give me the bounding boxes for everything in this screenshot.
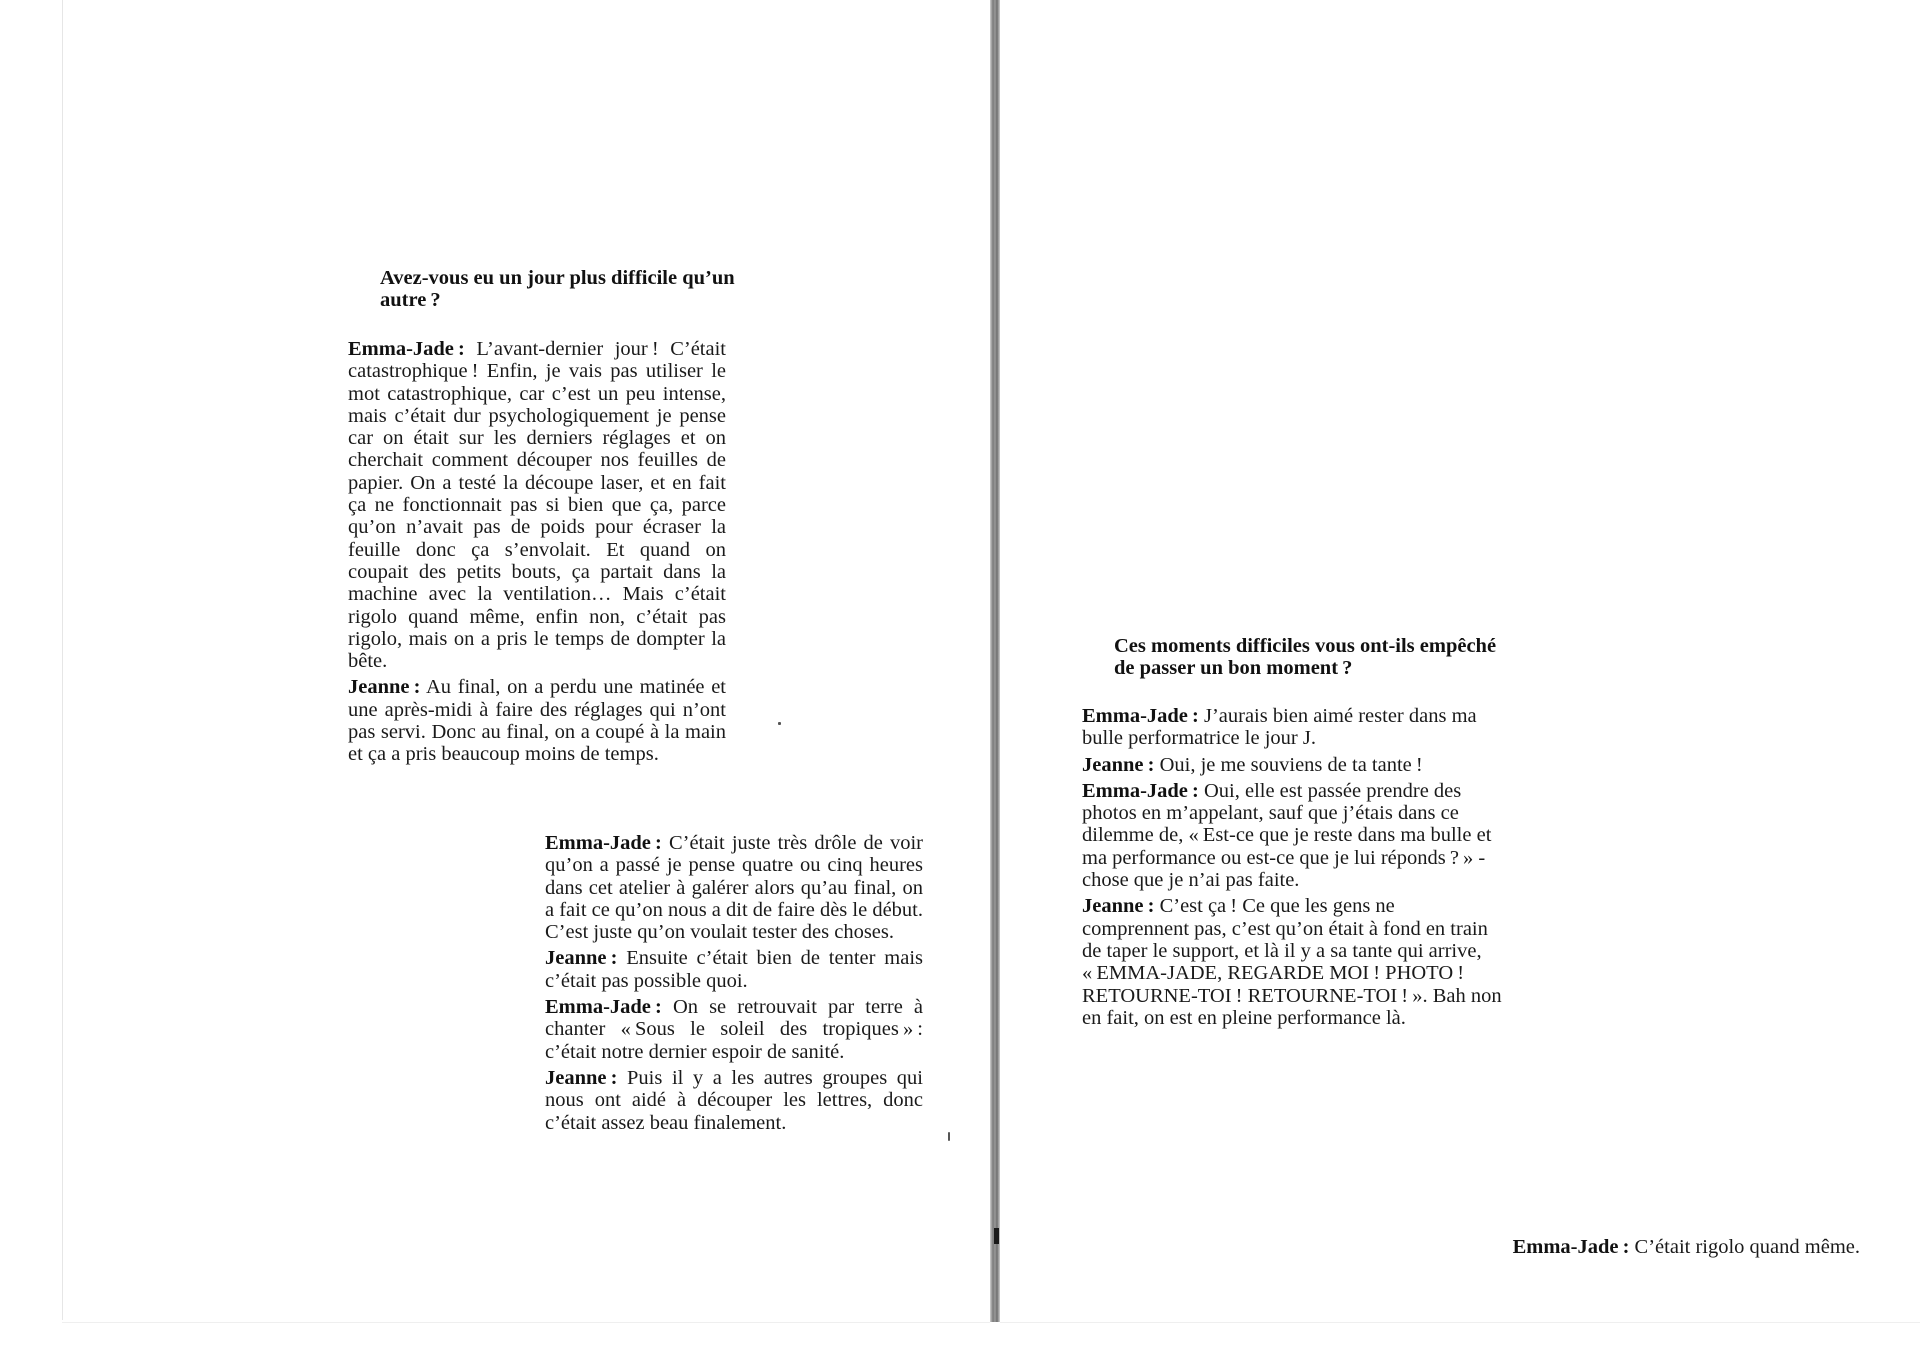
answer-text: Oui, elle est passée prendre des photos en m’appelant, sauf que j’étais dans ce dilemme de, « Est-ce que je reste dans ma bulle et ma performance ou est-ce que je lui réponds ? » - chose que je n’ai pas faite. (1082, 779, 1492, 892)
paragraph (545, 996, 923, 1063)
answer-text: Au final, on a perdu une matinée et une après-midi à faire des réglages qui n’ont pas servi. Donc au final, on a coupé à la main et ça a pris beaucoup moins de temps. (348, 676, 726, 766)
page-bottom-edge (62, 1322, 990, 1323)
speaker-label: Emma-Jade : (1082, 779, 1199, 802)
right-answers-block (1082, 705, 1502, 1033)
speaker-label: Jeanne : (545, 1066, 618, 1089)
speaker-label: Emma-Jade : (545, 832, 662, 854)
paragraph (348, 338, 726, 672)
speaker-label: Jeanne : (1082, 753, 1155, 776)
paragraph (1082, 895, 1502, 1029)
page-bottom-edge (1000, 1322, 1920, 1323)
left-answers-block-lower (545, 832, 923, 1138)
answer-text: C’était juste très drôle de voir qu’on a passé je pense quatre ou cinq heures dans cet atelier à galérer alors qu’au final, on a fait ce qu’on nous a dit de faire dès le début. C’est juste qu’on voulait tester des choses. (545, 832, 923, 944)
answer-text: Ensuite c’était bien de tenter mais c’était pas possible quoi. (545, 947, 923, 992)
answer-text: C’est ça ! Ce que les gens ne comprennent pas, c’est qu’on était à fond en train de taper le support, et là il y a sa tante qui arrive, « EMMA-JADE, REGARDE MOI ! PHOTO ! RETOURNE-TOI ! RETOURNE-TOI ! ». Bah non en fait, on est en pleine performance là. (1082, 895, 1502, 1029)
speaker-label: Jeanne : (1082, 895, 1155, 918)
print-speck (948, 1132, 950, 1141)
paragraph (348, 676, 726, 765)
speaker-label: Emma-Jade : (348, 338, 465, 360)
page-edge (62, 0, 63, 1320)
speaker-label: Jeanne : (545, 947, 618, 970)
answer-text: C’était rigolo quand même. (1634, 1236, 1860, 1258)
closing-line (1360, 1236, 1860, 1258)
book-gutter (990, 0, 1000, 1322)
paragraph (545, 832, 923, 943)
print-speck (778, 722, 781, 725)
answer-text: Oui, je me souviens de ta tante ! (1159, 753, 1423, 776)
speaker-label: Jeanne : (348, 676, 421, 699)
left-answers-block (348, 338, 726, 770)
speaker-label: Emma-Jade : (1082, 705, 1199, 727)
answer-text: J’aurais bien aimé rester dans ma bulle performatrice le jour J. (1082, 705, 1477, 750)
speaker-label: Emma-Jade : (1512, 1236, 1630, 1258)
binding-mark (994, 1228, 999, 1244)
answer-text: L’avant-dernier jour ! C’était catastrophique ! Enfin, je vais pas utiliser le mot catastrophique, car c’est un peu intense, mais c’était dur psychologiquement je pense car on était sur les derniers réglages et on cherchait comment découper nos feuilles de papier. On a testé la découpe laser, et en fait ça ne fonctionnait pas si bien que ça, parce qu’on n’avait pas de poids pour écraser la feuille donc ça s’envolait. Et quand on coupait des petits bouts, ça partait dans la machine avec la ventilation… Mais c’était rigolo quand même, enfin non, c’était pas rigolo, mais on a pris le temps de dompter la bête. (348, 338, 726, 673)
speaker-label: Emma-Jade : (545, 996, 662, 1019)
paragraph (1082, 780, 1502, 891)
paragraph (1082, 705, 1502, 750)
answer-text: On se retrouvait par terre à chanter « Sous le soleil des tropiques » : c’était notre dernier espoir de sanité. (545, 996, 924, 1063)
paragraph (545, 947, 923, 992)
right-question-heading: Ces moments difficiles vous ont-ils empêché de passer un bon moment ? (1114, 635, 1497, 679)
answer-text: Puis il y a les autres groupes qui nous ont aidé à découper les lettres, donc c’était assez beau finalement. (545, 1066, 924, 1134)
paragraph (545, 1067, 923, 1134)
paragraph (1082, 754, 1502, 776)
left-question-heading: Avez-vous eu un jour plus difficile qu’un autre ? (380, 267, 735, 311)
